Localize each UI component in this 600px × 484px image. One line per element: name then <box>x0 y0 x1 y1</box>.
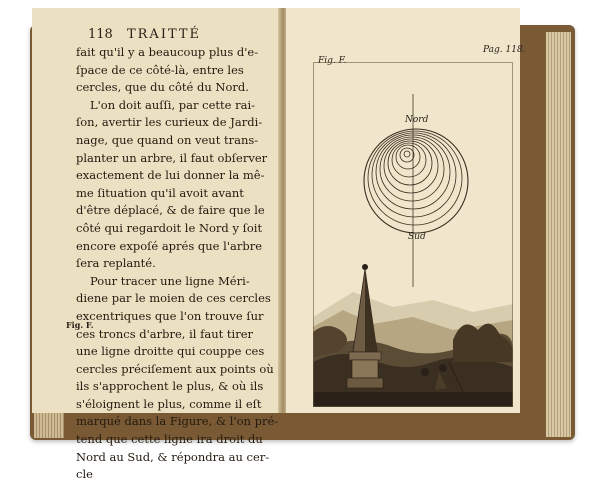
text-line: cercles, que du côté du Nord. <box>76 80 249 95</box>
running-head <box>88 27 201 42</box>
running-head-title: TRAITTÉ <box>126 27 202 42</box>
text-line: tend que cette ligne ira droit du <box>76 432 263 447</box>
text-line: cercles préciſement aux points où <box>76 361 274 376</box>
text-line: nage, que quand on veut trans- <box>76 132 259 147</box>
text-line: fait qu'il y a beaucoup plus d'e- <box>76 45 259 59</box>
page-number: 118 <box>88 27 113 42</box>
text-line: L'on doit auſſi, par cette rai- <box>90 97 256 112</box>
text-line: encore expoſé aprés que l'arbre <box>76 238 262 253</box>
text-line: côté qui regardoit le Nord y ſoit <box>76 220 263 235</box>
margin-note: Fig. F. <box>66 320 94 330</box>
text-line: ſpace de ce côté-là, entre les <box>76 62 244 77</box>
tree-rings-illustration <box>364 129 468 233</box>
text-line: cle <box>76 467 93 482</box>
text-line: s'éloignent le plus, comme il eſt <box>76 396 262 411</box>
text-line: ces troncs d'arbre, il faut tirer <box>76 326 254 341</box>
text-line: Pour tracer une ligne Méri- <box>90 273 250 288</box>
text-line: marqué dans la Figure, & l'on pré- <box>76 414 279 429</box>
body-text <box>76 44 279 484</box>
right-page-edges <box>546 32 571 437</box>
landscape-illustration <box>313 292 513 407</box>
text-line: ils s'approchent le plus, & où ils <box>76 379 264 394</box>
figure-label: Fig. F. <box>318 56 347 66</box>
text-line: me ſituation qu'il avoit avant <box>76 185 244 200</box>
north-label: Nord <box>405 115 429 125</box>
text-line: excentriques que l'on trouve ſur <box>76 308 264 323</box>
south-label: Sud <box>408 232 426 242</box>
text-line: une ligne droitte qui couppe ces <box>76 344 265 359</box>
text-line: Nord au Sud, & répondra au cer- <box>76 449 270 464</box>
text-line: diene par le moien de ces cercles <box>76 291 271 306</box>
text-line: planter un arbre, il faut obſerver <box>76 150 268 165</box>
text-line: d'être déplacé, & de faire que le <box>76 203 265 218</box>
text-line: ſera replanté. <box>76 256 156 271</box>
text-line: exactement de lui donner la mê- <box>76 168 265 183</box>
page-reference: Pag. 118. <box>483 45 526 55</box>
text-line: ſon, avertir les curieux de Jardi- <box>76 115 263 130</box>
